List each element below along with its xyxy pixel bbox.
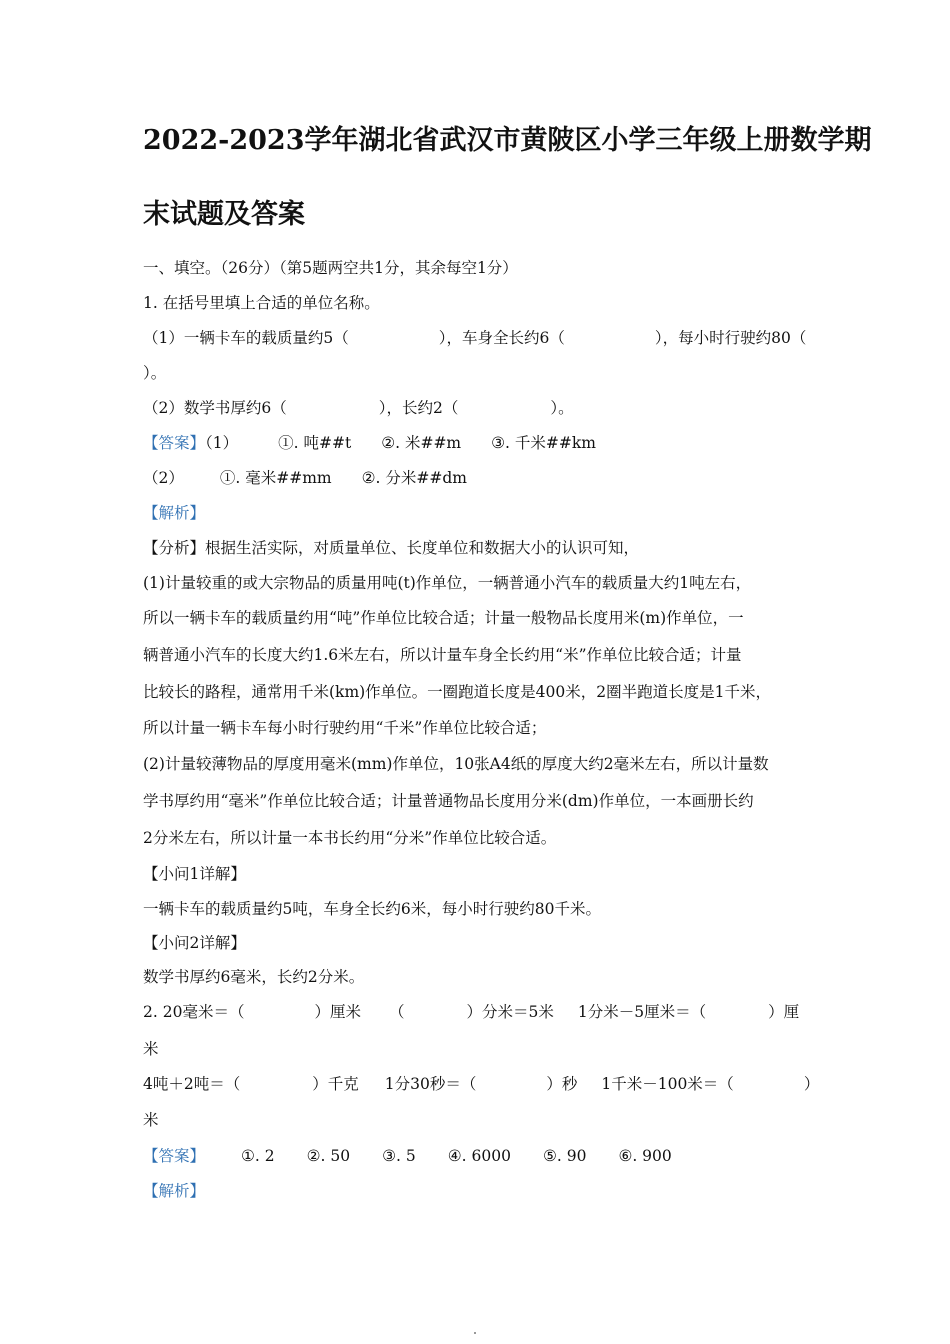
analysis-intro <box>143 537 639 559</box>
q2-text: ）厘米 <box>314 1003 361 1021</box>
answer-tag: 【答案】 <box>143 434 206 452</box>
q1-p2-text-b: ），长约2（ <box>378 399 459 417</box>
question-2-line-1 <box>143 1001 799 1023</box>
detail-1-text: 一辆卡车的载质量约5吨，车身全长约6米，每小时行驶约80千米。 <box>143 900 601 918</box>
q2-text: ）分米＝5米 <box>466 1003 554 1021</box>
q2-text: ）厘 <box>768 1003 800 1021</box>
answer-index: （1） <box>205 434 239 452</box>
q1-p1-text-b: ），车身全长约6（ <box>438 329 565 347</box>
q1-p1-text-c: ），每小时行驶约80（ <box>654 329 807 347</box>
analysis-line: 学书厚约用“毫米”作单位比较合适；计量普通物品长度用分米(dm)作单位，一本画册长约 <box>143 792 754 810</box>
q2-text: 2. 20毫米＝（ <box>143 1003 245 1021</box>
q2-text: ）千克 <box>312 1075 359 1093</box>
answer-tag: 【答案】 <box>143 1147 206 1165</box>
page-footer-dot <box>474 1332 476 1334</box>
q2-text: 1千米－100米＝（ <box>601 1075 734 1093</box>
q1-p1-text-a: （1）一辆卡车的载质量约5（ <box>143 329 349 347</box>
answer-item: ②. 分米##dm <box>361 469 467 487</box>
answer-index: （2） <box>143 469 184 487</box>
question-2-answer <box>143 1145 672 1167</box>
question-1-part-2 <box>143 397 574 419</box>
analysis-label: 【分析】 <box>143 539 206 557</box>
document-title-line2: 末试题及答案 <box>143 199 305 230</box>
detail-1-tag: 【小问1详解】 <box>143 865 246 883</box>
answer-item: ①. 毫米##mm <box>219 469 332 487</box>
document-title-line1: 2022-2023学年湖北省武汉市黄陂区小学三年级上册数学期 <box>143 125 872 156</box>
answer-item: ⑤. 90 <box>542 1147 587 1165</box>
analysis-line: 辆普通小汽车的长度大约1.6米左右，所以计量车身全长约用“米”作单位比较合适；计量 <box>143 646 742 664</box>
analysis-tag: 【解析】 <box>143 504 206 522</box>
answer-item: ①. 吨##t <box>278 434 352 452</box>
analysis-line: 所以计量一辆卡车每小时行驶约用“千米”作单位比较合适； <box>143 719 547 737</box>
answer-item: ④. 6000 <box>447 1147 511 1165</box>
q2-text: ） <box>803 1075 820 1093</box>
q2-text: 1分米－5厘米＝（ <box>577 1003 707 1021</box>
analysis-text: 根据生活实际，对质量单位、长度单位和数据大小的认识可知， <box>205 539 640 557</box>
q2-text: 4吨＋2吨＝（ <box>143 1075 241 1093</box>
answer-item: ②. 米##m <box>381 434 462 452</box>
answer-item: ①. 2 <box>241 1147 275 1165</box>
answer-item: ②. 50 <box>306 1147 351 1165</box>
q1-p2-text-a: （2）数学书厚约6（ <box>143 399 287 417</box>
answer-item: ③. 5 <box>382 1147 416 1165</box>
question-2-line-1-end: 米 <box>143 1040 159 1058</box>
q2-text: 1分30秒＝（ <box>384 1075 477 1093</box>
question-2-line-2-end: 米 <box>143 1111 159 1129</box>
analysis-tag: 【解析】 <box>143 1182 206 1200</box>
question-1-part-1-end: ）。 <box>143 364 167 382</box>
question-1-answer-1 <box>143 432 596 454</box>
analysis-line: 比较长的路程，通常用千米(km)作单位。一圈跑道长度是400米，2圈半跑道长度是1千米， <box>143 683 771 701</box>
question-1-part-1 <box>143 327 806 349</box>
question-1-answer-2 <box>143 467 467 489</box>
q2-text: ）秒 <box>546 1075 578 1093</box>
answer-item: ③. 千米##km <box>491 434 596 452</box>
answer-item: ⑥. 900 <box>618 1147 672 1165</box>
detail-2-text: 数学书厚约6毫米，长约2分米。 <box>143 968 365 986</box>
section-heading: 一、填空。（26分）（第5题两空共1分，其余每空1分） <box>143 259 518 277</box>
analysis-line: (1)计量较重的或大宗物品的质量用吨(t)作单位，一辆普通小汽车的载质量大约1吨左右， <box>143 574 752 592</box>
analysis-line: (2)计量较薄物品的厚度用毫米(mm)作单位，10张A4纸的厚度大约2毫米左右，所以计量数 <box>143 755 769 773</box>
question-2-line-2 <box>143 1073 819 1095</box>
detail-2-tag: 【小问2详解】 <box>143 934 246 952</box>
analysis-line: 所以一辆卡车的载质量约用“吨”作单位比较合适；计量一般物品长度用米(m)作单位，一 <box>143 609 744 627</box>
analysis-line: 2分米左右，所以计量一本书长约用“分米”作单位比较合适。 <box>143 829 557 847</box>
question-1-stem: 1. 在括号里填上合适的单位名称。 <box>143 294 380 312</box>
q1-p2-text-c: ）。 <box>550 399 574 417</box>
q2-text: （ <box>388 1003 405 1021</box>
